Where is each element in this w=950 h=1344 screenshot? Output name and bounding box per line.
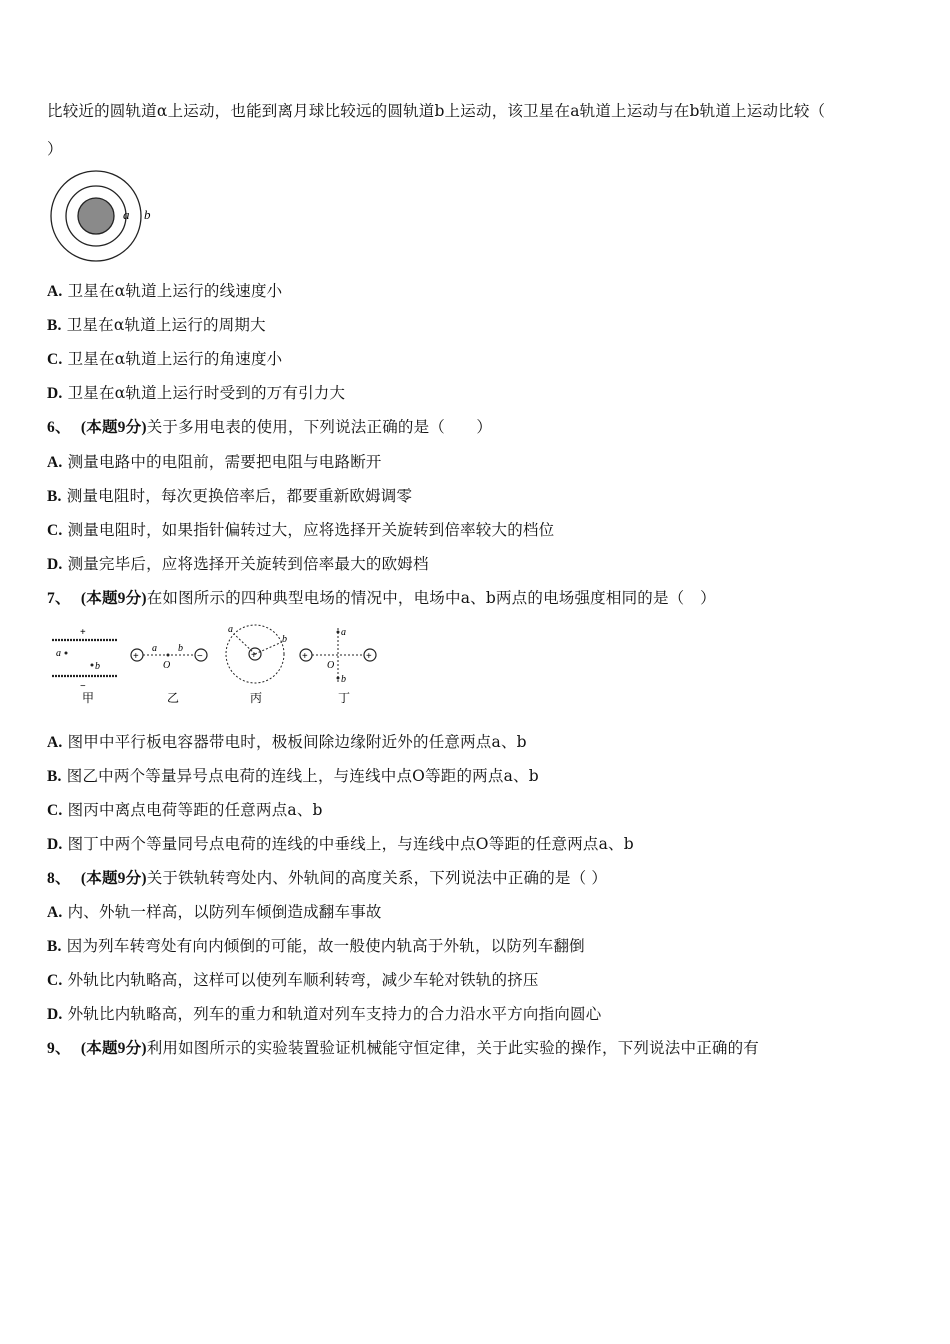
capacitor-point-b-label: b (95, 661, 100, 672)
question-text: 在如图所示的四种典型电场的情况中，电场中a、b两点的电场强度相同的是（ ） (146, 589, 716, 607)
option-text: 测量完毕后，应将选择开关旋转到倍率最大的欧姆档 (67, 555, 429, 573)
option-text: 测量电阻时，每次更换倍率后，都要重新欧姆调零 (66, 487, 413, 505)
bisector-point-a-label: a (341, 627, 346, 638)
caption-yi: 乙 (167, 691, 180, 705)
question-text: 关于铁轨转弯处内、外轨间的高度关系，下列说法中正确的是（ ） (146, 869, 608, 887)
option-letter: A. (47, 454, 63, 471)
question-score: (本题9分) (80, 1040, 147, 1057)
option-letter: A. (47, 734, 63, 751)
positive-charge-sign: + (133, 651, 139, 662)
option-text: 测量电路中的电阻前，需要把电阻与电路断开 (67, 453, 382, 471)
option-text: 图甲中平行板电容器带电时，极板间除边缘附近外的任意两点a、b (67, 733, 527, 751)
caption-bing: 丙 (250, 691, 263, 705)
bisector-origin-label: O (327, 660, 335, 671)
capacitor-minus-sign: − (80, 681, 86, 692)
option-text: 外轨比内轨略高，列车的重力和轨道对列车支持力的合力沿水平方向指向圆心 (67, 1005, 602, 1023)
pair-point-b-label: b (178, 643, 183, 654)
question-text: 利用如图所示的实验装置验证机械能守恒定律，关于此实验的操作，下列说法中正确的有 (146, 1039, 760, 1057)
bisector-point-b-label: b (341, 674, 346, 685)
circle-point-b-label: b (282, 634, 287, 645)
option-letter: D. (47, 556, 63, 573)
q9-stem (47, 1038, 759, 1059)
q6-option-d[interactable] (47, 554, 429, 575)
option-letter: B. (47, 768, 62, 785)
capacitor-diagram (52, 627, 118, 705)
question-score: (本题9分) (80, 590, 147, 607)
question-number: 6、 (47, 419, 71, 436)
option-letter: A. (47, 904, 63, 921)
option-text: 外轨比内轨略高，这样可以使列车顺利转弯，减少车轮对铁轨的挤压 (67, 971, 539, 989)
option-letter: B. (47, 488, 62, 505)
orbit-figure (44, 168, 164, 264)
option-text: 卫星在α轨道上运行的线速度小 (67, 282, 283, 300)
option-letter: D. (47, 1006, 63, 1023)
electric-field-figure (44, 622, 389, 708)
negative-charge-sign: − (197, 651, 203, 662)
q8-option-d[interactable] (47, 1004, 601, 1025)
question-text: 关于多用电表的使用，下列说法正确的是（ ） (146, 418, 493, 436)
option-letter: C. (47, 802, 63, 819)
q6-option-a[interactable] (47, 452, 382, 473)
q6-stem (47, 417, 492, 438)
center-charge-sign: + (251, 650, 257, 661)
point-charge-diagram (226, 624, 287, 705)
q8-option-b[interactable] (47, 936, 585, 957)
question-number: 7、 (47, 590, 71, 607)
option-text: 卫星在α轨道上运行的角速度小 (67, 350, 283, 368)
q8-stem (47, 868, 607, 889)
q7-option-c[interactable] (47, 800, 323, 821)
capacitor-plus-sign: + (80, 627, 86, 638)
pair-point-a-label: a (152, 643, 157, 654)
option-letter: C. (47, 351, 63, 368)
left-charge-sign: + (302, 651, 308, 662)
option-text: 内、外轨一样高，以防列车倾倒造成翻车事故 (67, 903, 382, 921)
option-letter: C. (47, 522, 63, 539)
q5-option-a[interactable] (47, 281, 282, 302)
question-score: (本题9分) (80, 870, 147, 887)
option-letter: D. (47, 385, 63, 402)
orbit-a-label: a (123, 207, 130, 222)
q5-stem-line1: 比较近的圆轨道α上运动，也能到离月球比较远的圆轨道b上运动，该卫星在a轨道上运动与在b轨道上运动比较（ (47, 102, 826, 120)
option-letter: B. (47, 317, 62, 334)
question-number: 9、 (47, 1040, 71, 1057)
capacitor-point-a-label: a (56, 648, 61, 659)
option-text: 卫星在α轨道上运行的周期大 (66, 316, 266, 334)
option-letter: C. (47, 972, 63, 989)
caption-ding: 丁 (338, 691, 351, 705)
option-letter: A. (47, 283, 63, 300)
right-charge-sign: + (366, 651, 372, 662)
option-letter: B. (47, 938, 62, 955)
q5-option-c[interactable] (47, 349, 282, 370)
option-text: 因为列车转弯处有向内倾倒的可能，故一般使内轨高于外轨，以防列车翻倒 (66, 937, 585, 955)
moon-disk (78, 198, 114, 234)
q7-option-b[interactable] (47, 766, 539, 787)
orbit-b-label: b (144, 207, 151, 222)
like-charges-diagram (300, 627, 376, 705)
q5-option-d[interactable] (47, 383, 345, 404)
q8-option-a[interactable] (47, 902, 382, 923)
q6-option-c[interactable] (47, 520, 554, 541)
option-text: 卫星在α轨道上运行时受到的万有引力大 (67, 384, 346, 402)
opposite-charges-diagram (131, 643, 207, 705)
circle-point-a-label: a (228, 624, 233, 635)
q7-option-a[interactable] (47, 732, 527, 753)
option-text: 图丁中两个等量同号点电荷的连线的中垂线上，与连线中点O等距的任意两点a、b (67, 835, 634, 853)
q7-stem (47, 588, 716, 609)
q5-option-b[interactable] (47, 315, 266, 336)
option-letter: D. (47, 836, 63, 853)
q6-option-b[interactable] (47, 486, 412, 507)
option-text: 测量电阻时，如果指针偏转过大，应将选择开关旋转到倍率较大的档位 (67, 521, 555, 539)
question-number: 8、 (47, 870, 71, 887)
option-text: 图丙中离点电荷等距的任意两点a、b (67, 801, 323, 819)
caption-jia: 甲 (82, 691, 95, 705)
option-text: 图乙中两个等量异号点电荷的连线上，与连线中点O等距的两点a、b (66, 767, 539, 785)
q5-stem-line2: ） (47, 140, 63, 158)
pair-origin-label: O (163, 660, 171, 671)
q7-option-d[interactable] (47, 834, 634, 855)
question-score: (本题9分) (80, 419, 147, 436)
q8-option-c[interactable] (47, 970, 539, 991)
